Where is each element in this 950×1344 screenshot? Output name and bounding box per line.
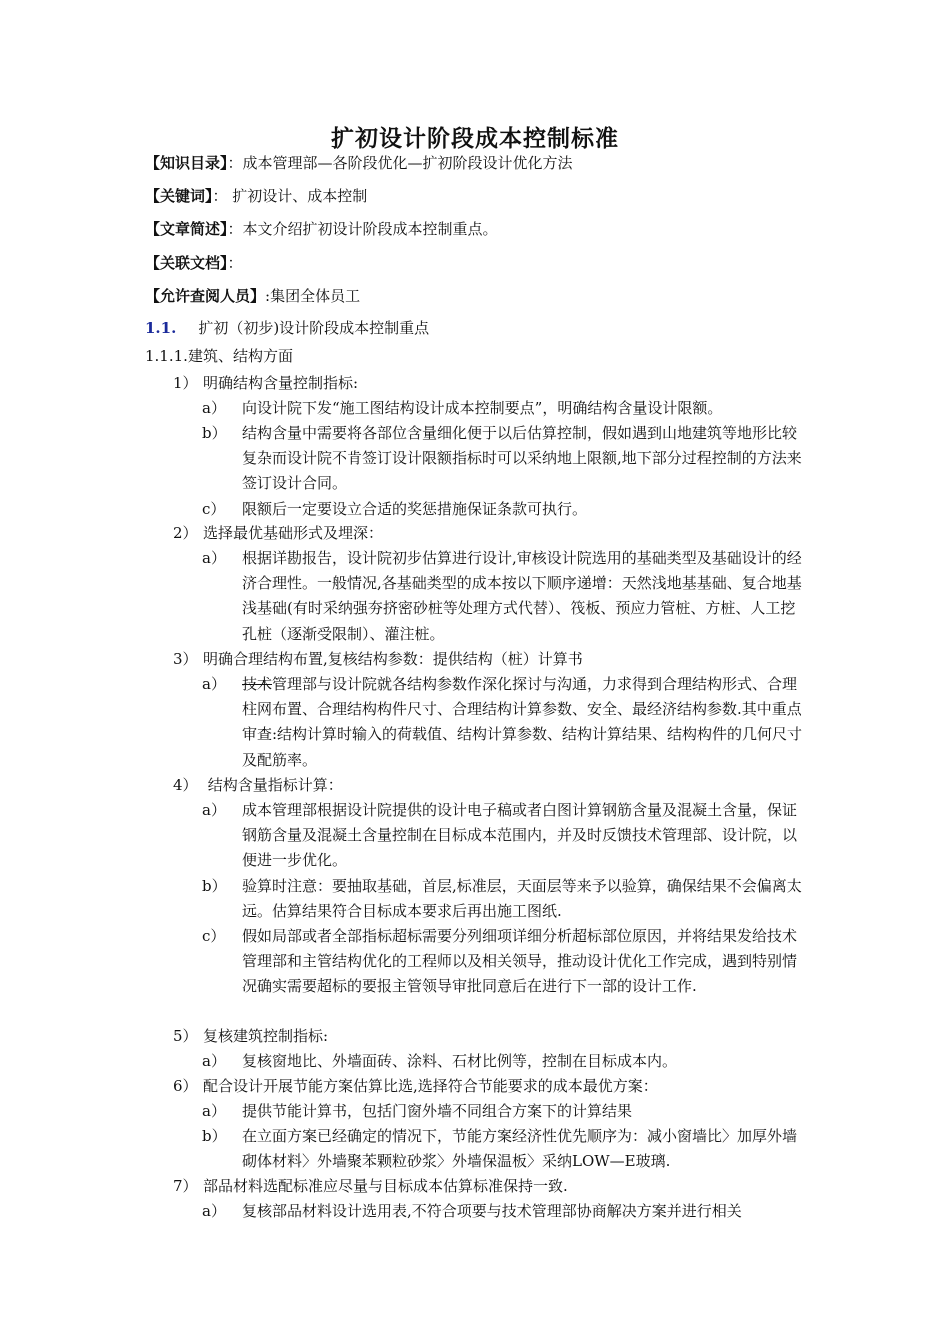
sub-item-text: 复核窗地比、外墙面砖、涂料、石材比例等，控制在目标成本内。 [242,1052,678,1070]
meta-value: ： 扩初设计、成本控制 [212,187,368,205]
document-title: 扩初设计阶段成本控制标准 [331,125,619,152]
meta-value: ： [227,254,243,272]
sub-list-item [202,1099,807,1124]
sub-item-text: 验算时注意：要抽取基础，首层,标准层，天面层等来予以验算，确保结果不会偏离太远。估算结果符合目标成本要求后再出施工图纸. [242,877,802,921]
sub-item-text: 结构含量中需要将各部位含量细化便于以后估算控制，假如遇到山地建筑等地形比较复杂而设计院不肯签订设计限额指标时可以采纳地上限额,地下部分过程控制的方法来签订设计合同。 [242,424,802,493]
sub-item-text [242,672,807,773]
sub-item-number: a） [202,399,226,417]
meta-summary [145,219,498,239]
item-text: 结构含量指标计算： [203,776,343,794]
list-item [173,1025,328,1046]
meta-value: ：成本管理部—各阶段优化—扩初阶段设计优化方法 [227,154,573,172]
sub-item-text: 提供节能计算书，包括门窗外墙不同组合方案下的计算结果 [242,1102,633,1120]
subsection-heading [145,345,293,366]
sub-item-number: a） [202,801,226,819]
list-item [173,774,343,795]
item-number: 3） [173,650,198,668]
sub-list-item [202,874,807,924]
sub-item-body: 管理部与设计院就各结构参数作深化探讨与沟通，力求得到合理结构形式、合理柱网布置、合理结构构件尺寸、合理结构计算参数、安全、最经济结构参数.其中重点审查:结构计算时输入的荷载值、结构计算参数、结构计算结果、结构构件的几何尺寸及配筋率。 [242,675,803,769]
subsection-number: 1.1.1. [145,347,188,365]
sub-item-text: 在立面方案已经确定的情况下，节能方案经济性优先顺序为：减小窗墙比〉加厚外墙砌体材料〉外墙聚苯颗粒砂浆〉外墙保温板〉采纳LOW—E玻璃. [242,1127,798,1171]
sub-item-number: c） [202,927,226,945]
sub-item-number: a） [202,549,226,567]
meta-value: :集团全体员工 [265,287,361,305]
meta-label: 【允许查阅人员】 [145,287,266,305]
sub-item-number: b） [202,1127,227,1145]
item-number: 7） [173,1177,198,1195]
meta-value: ：本文介绍扩初设计阶段成本控制重点。 [227,220,498,238]
sub-item-text: 假如局部或者全部指标超标需要分列细项详细分析超标部位原因，并将结果发给技术管理部和主管结构优化的工程师以及相关领导，推动设计优化工作完成，遇到特别情况确实需要超标的要报主管领导审批同意后在进行下一部的设计工作. [242,927,798,996]
meta-label: 【关联文档】 [145,254,228,272]
list-item [173,1075,658,1096]
sub-item-number: a） [202,1202,226,1220]
sub-item-number: b） [202,424,227,442]
sub-item-text: 根据详勘报告，设计院初步估算进行设计,审核设计院选用的基础类型及基础设计的经济合理性。一般情况,各基础类型的成本按以下顺序递增：天然浅地基基础、复合地基浅基础(有时采纳强夯挤密砂桩等处理方式代替）、筏板、预应力管桩、方桩、人工挖孔桩（逐渐受限制）、灌注桩。 [242,549,802,643]
meta-label: 【文章简述】 [145,220,228,238]
sub-item-text: 限额后一定要设立合适的奖惩措施保证条款可执行。 [242,500,588,518]
meta-keywords [145,186,367,206]
item-text: 部品材料选配标准应尽量与目标成本估算标准保持一致. [203,1177,568,1195]
section-title: 扩初（初步)设计阶段成本控制重点 [198,319,430,337]
list-item [173,372,358,393]
meta-catalog [145,153,573,173]
section-number: 1.1. [145,319,177,337]
sub-list-item [202,798,807,874]
sub-list-item [202,497,807,522]
sub-item-text: 向设计院下发“施工图结构设计成本控制要点”，明确结构含量设计限额。 [242,399,723,417]
item-number: 2） [173,524,198,542]
item-text: 明确结构含量控制指标: [203,374,359,392]
sub-item-number: a） [202,675,226,693]
sub-list-item [202,1199,807,1224]
sub-list-item [202,1124,807,1174]
list-item [173,522,383,543]
subsection-title: 建筑、结构方面 [187,347,293,365]
sub-item-text: 成本管理部根据设计院提供的设计电子稿或者白图计算钢筋含量及混凝土含量，保证钢筋含量及混凝土含量控制在目标成本范围内，并及时反馈技术管理部、设计院，以便进一步优化。 [242,801,798,870]
list-item [173,648,583,669]
sub-item-number: c） [202,500,226,518]
item-number: 1） [173,374,198,392]
meta-access [145,286,360,306]
item-text: 选择最优基础形式及埋深： [203,524,384,542]
item-text: 复核建筑控制指标: [203,1027,329,1045]
sub-list-item [202,672,807,773]
sub-item-text: 复核部品材料设计选用表,不符合项要与技术管理部协商解决方案并进行相关 [242,1202,742,1220]
meta-label: 【知识目录】 [145,154,228,172]
sub-item-number: b） [202,877,227,895]
meta-related [145,253,243,273]
sub-list-item [202,421,807,497]
struck-text: 技术 [242,675,273,693]
section-heading [145,317,429,338]
sub-item-number: a） [202,1102,226,1120]
meta-label: 【关键词】 [145,187,213,205]
sub-list-item [202,546,807,647]
item-number: 5） [173,1027,198,1045]
item-text: 明确合理结构布置,复核结构参数：提供结构（桩）计算书 [203,650,583,668]
sub-list-item [202,1049,807,1074]
sub-item-number: a） [202,1052,226,1070]
item-number: 6） [173,1077,198,1095]
item-text: 配合设计开展节能方案估算比选,选择符合节能要求的成本最优方案： [203,1077,658,1095]
list-item [173,1175,568,1196]
sub-list-item [202,924,807,1000]
sub-list-item [202,396,807,421]
item-number: 4） [173,776,198,794]
